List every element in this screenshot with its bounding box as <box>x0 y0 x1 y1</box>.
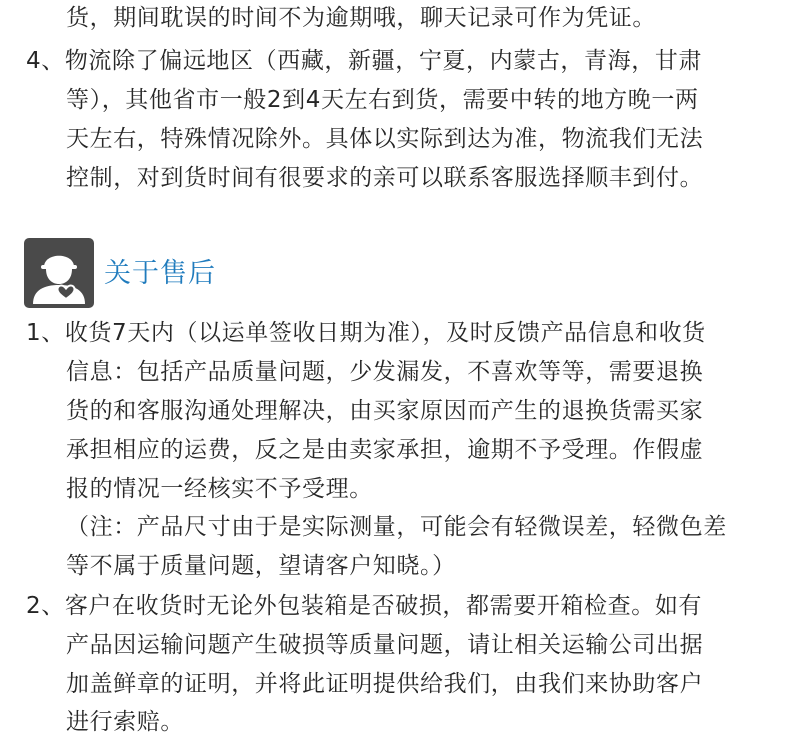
after-sales-item-1-line: 报的情况一经核实不予受理。 <box>66 476 373 502</box>
after-sales-item-2-line: 产品因运输问题产生破损等质量问题，请让相关运输公司出据 <box>66 632 704 658</box>
customer-service-person-heart-icon <box>24 238 94 308</box>
shipping-item-4-line: 4、物流除了偏远地区（西藏，新疆，宁夏，内蒙古，青海，甘肃 <box>26 48 703 74</box>
after-sales-item-1-line: 承担相应的运费，反之是由卖家承担，逾期不予受理。作假虚 <box>66 437 704 463</box>
shipping-item-4-line: 等），其他省市一般2到4天左右到货，需要中转的地方晚一两 <box>66 87 699 113</box>
after-sales-item-1-line: 1、收货7天内（以运单签收日期为准），及时反馈产品信息和收货 <box>26 320 706 346</box>
after-sales-item-2-line: 2、客户在收货时无论外包装箱是否破损，都需要开箱检查。如有 <box>26 593 703 619</box>
after-sales-item-2-line: 加盖鲜章的证明，并将此证明提供给我们，由我们来协助客户 <box>66 671 704 697</box>
after-sales-note-line: （注：产品尺寸由于是实际测量，可能会有轻微误差，轻微色差 <box>66 514 727 540</box>
after-sales-item-1-line: 信息：包括产品质量问题，少发漏发，不喜欢等等，需要退换 <box>66 359 704 385</box>
after-sales-item-2-line: 进行索赔。 <box>66 709 184 735</box>
shipping-item-4-line: 天左右，特殊情况除外。具体以实际到达为准，物流我们无法 <box>66 126 704 152</box>
shipping-text-line: 货，期间耽误的时间不为逾期哦，聊天记录可作为凭证。 <box>66 5 656 31</box>
section-title-after-sales: 关于售后 <box>104 258 216 289</box>
after-sales-note-line: 等不属于质量问题，望请客户知晓。） <box>66 553 456 579</box>
shipping-item-4-line: 控制，对到货时间有很要求的亲可以联系客服选择顺丰到付。 <box>66 165 704 191</box>
after-sales-item-1-line: 货的和客服沟通处理解决，由买家原因而产生的退换货需买家 <box>66 398 704 424</box>
